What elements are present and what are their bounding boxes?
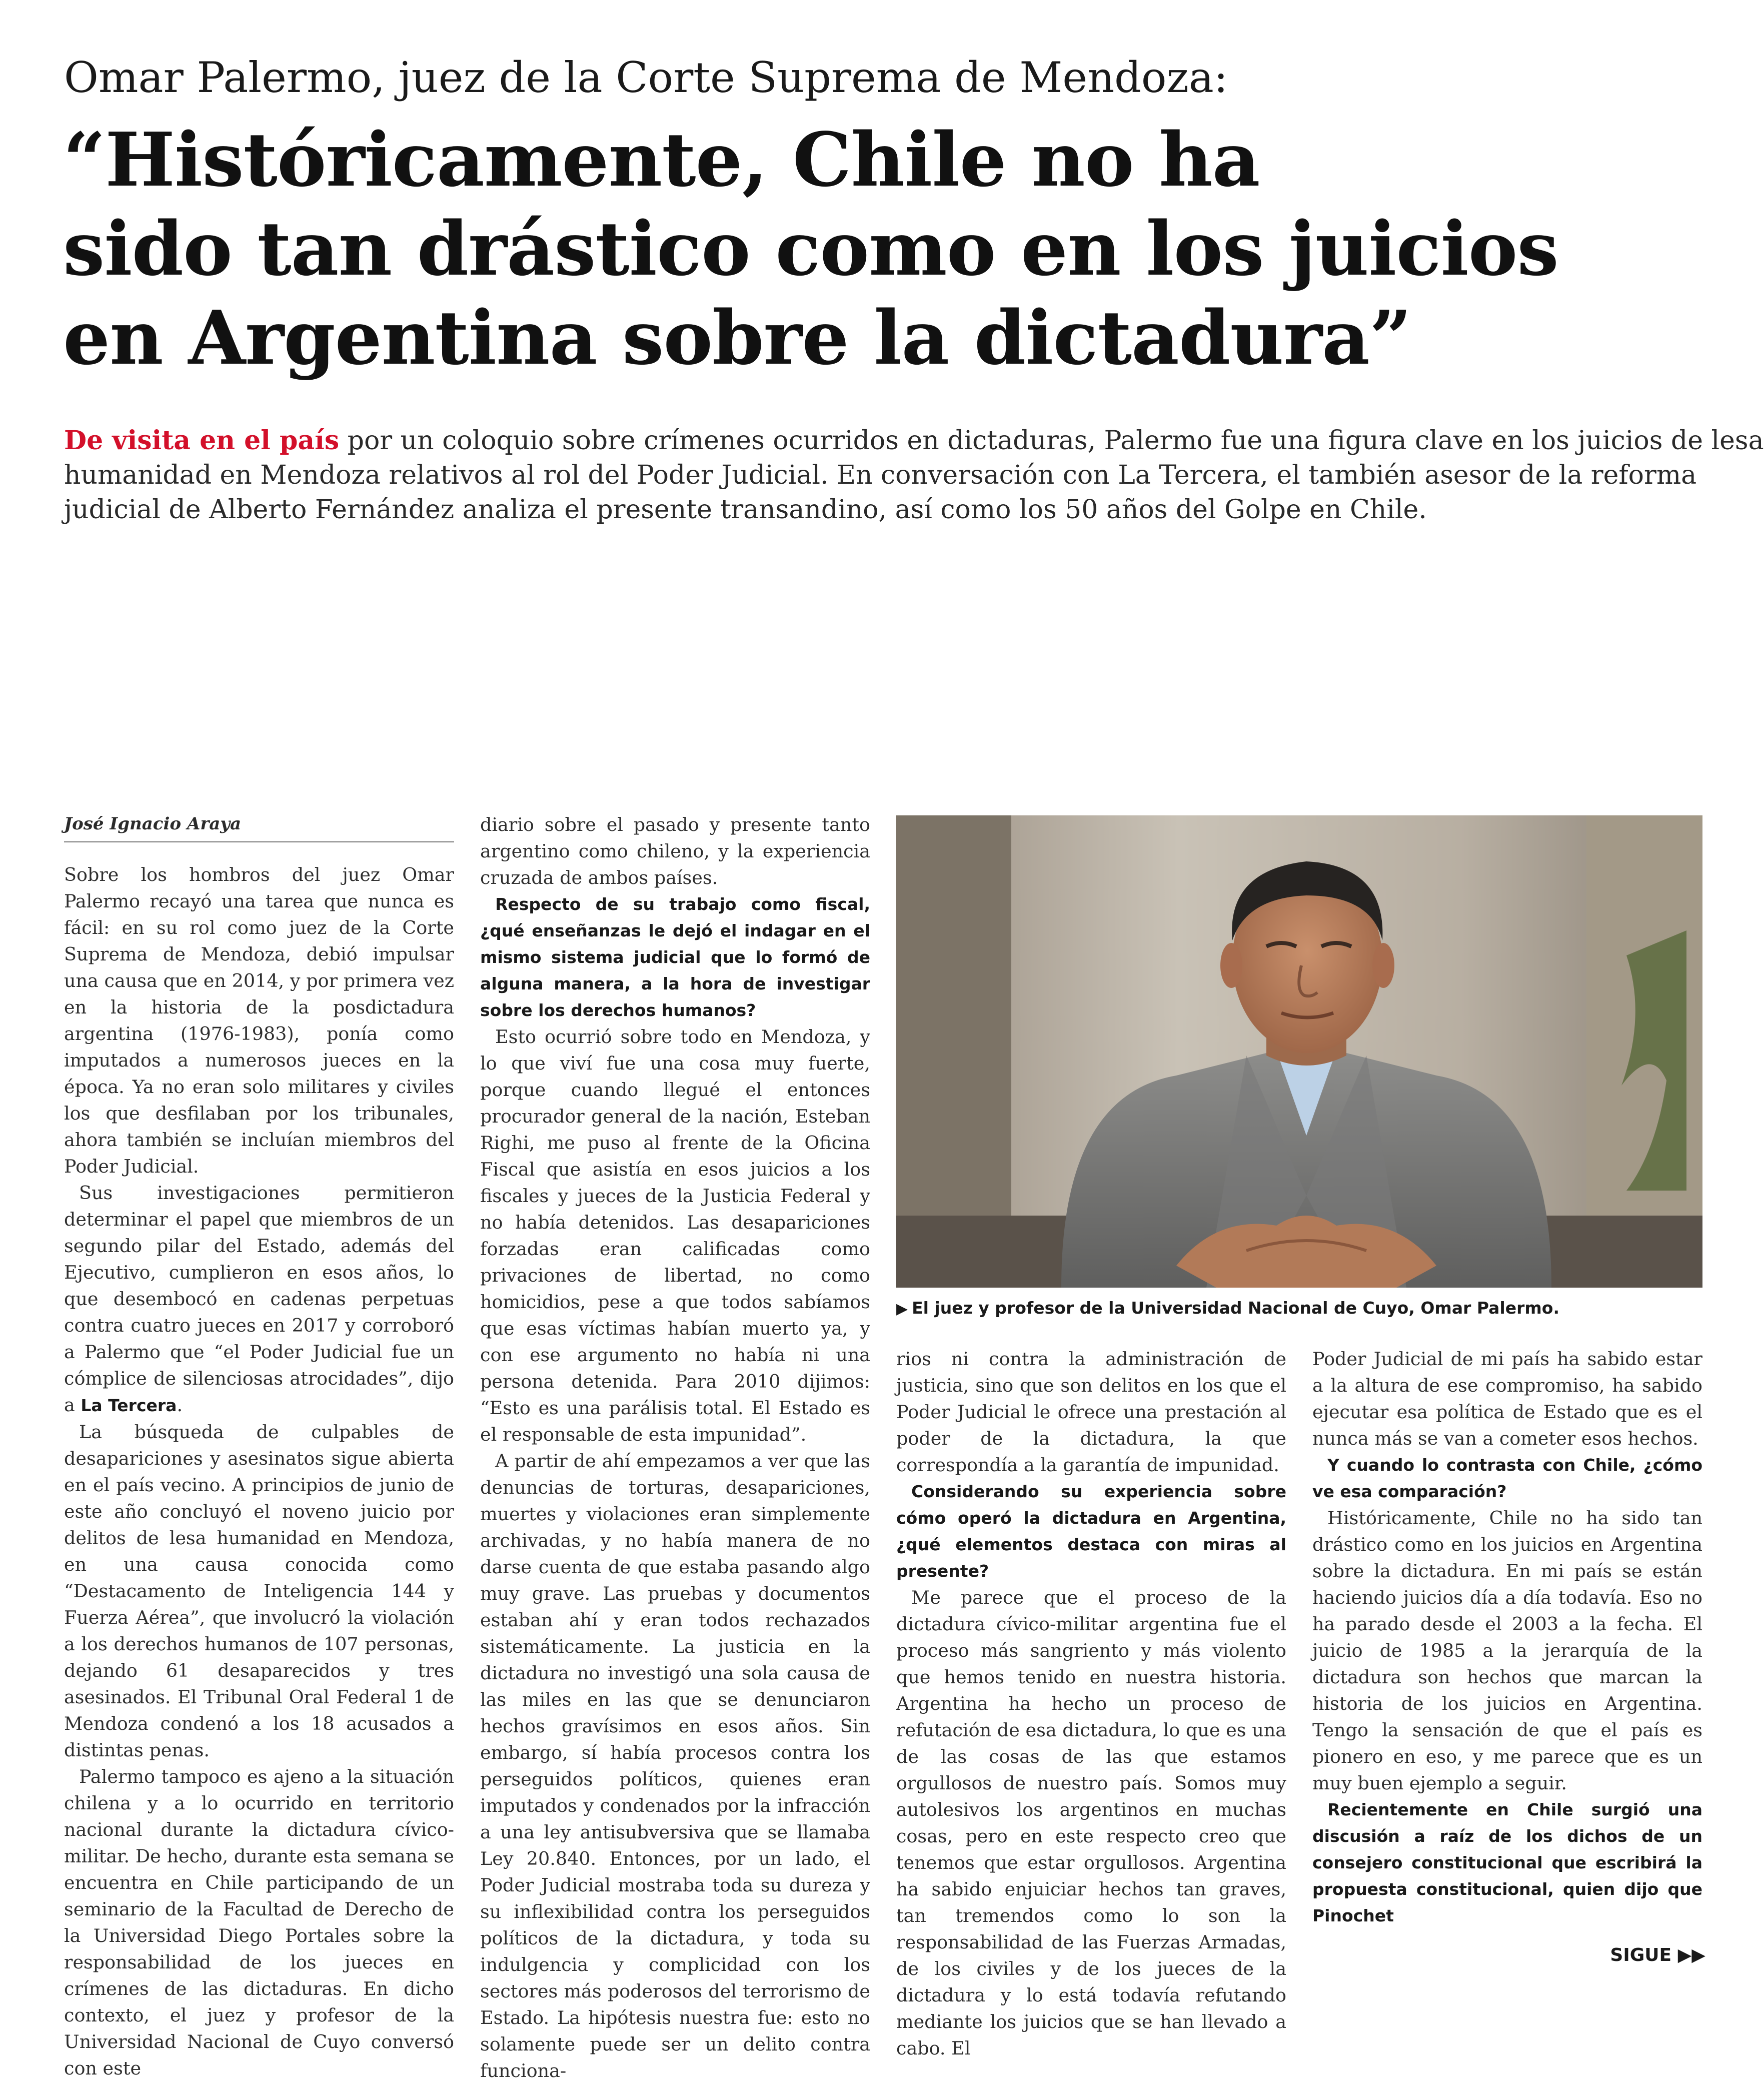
lede-text: por un coloquio sobre crímenes ocurridos en dictaduras, Palermo fue una figura clave en los juicios de lesa <box>339 426 1764 456</box>
lede-line: humanidad en Mendoza relativos al rol del Poder Judicial. En conversación con La Tercera, el también asesor de la reforma <box>64 460 1697 490</box>
interview-question: Y cuando lo contrasta con Chile, ¿cómo ve esa comparación? <box>1312 1455 1702 1501</box>
paragraph: diario sobre el pasado y presente tanto argentino como chileno, y la experiencia cruzada de ambos países. <box>480 814 870 888</box>
paragraph: Históricamente, Chile no ha sido tan drástico como en los juicios en Argentina sobre la dictadura. En mi país se están haciendo juicios día a día todavía. Eso no ha parado desde el 2003 a la fecha. El juicio de 1985 a la jerarquía de la dictadura son hechos que marcan la historia de los juicios en Argentina. Tengo la sensación de que el país es pionero en eso, y me parece que es un muy buen ejemplo a seguir. <box>1312 1507 1702 1794</box>
paragraph: Sus investigaciones permitieron determinar el papel que miembros de un segundo pilar del Estado, además del Ejecutivo, cumplieron en esos años, lo que desembocó en cadenas perpetuas contra cuatro jueces en 2017 y corroboró a Palermo que “el Poder Judicial fue un cómplice de silenciosas atrocidades”, dijo a La Tercera. <box>64 1182 454 1416</box>
lede-line: judicial de Alberto Fernández analiza el presente transandino, así como los 50 años del Golpe en Chile. <box>64 495 1427 525</box>
paragraph-text: Sus investigaciones permitieron determinar el papel que miembros de un segundo pilar del Estado, además del Ejecutivo, cumplieron en esos años, lo que desembocó en cadenas perpetuas contra cuatro jueces en 2017 y corroboró a Palermo que “el Poder Judicial fue un cómplice de silenciosas atrocidades”, dijo a <box>64 1182 454 1416</box>
paragraph: La búsqueda de culpables de desapariciones y asesinatos sigue abierta en el país vecino. A principios de junio de este año concluyó el noveno juicio por delitos de lesa humanidad en Mendoza, en una causa conocida como “Destacamento de Inteligencia 144 y Fuerza Aérea”, que involucró la violación a los derechos humanos de 107 personas, dejando 61 desaparecidos y tres asesinados. El Tribunal Oral Federal 1 de Mendoza condenó a los 18 acusados a distintas penas. <box>64 1421 454 1761</box>
continue-label: SIGUE ▶▶ <box>1610 1945 1705 1965</box>
photo-caption <box>896 1296 1702 1322</box>
paragraph: rios ni contra la administración de justicia, sino que son delitos en los que el Poder Judicial le ofrece una prestación al poder de la dictadura, la que correspondía a la garantía de impunidad. <box>896 1348 1286 1476</box>
byline: José Ignacio Araya <box>64 811 454 842</box>
column-3 <box>896 1346 1286 2061</box>
caption-text: El juez y profesor de la Universidad Nacional de Cuyo, Omar Palermo. <box>912 1298 1559 1318</box>
paragraph: Palermo tampoco es ajeno a la situación chilena y a lo ocurrido en territorio nacional durante la dictadura cívico-militar. De hecho, durante esta semana se encuentra en Chile participando de un seminario de la Facultad de Derecho de la Universidad Diego Portales sobre la responsabilidad de los jueces en crímenes de las dictaduras. En dicho contexto, el juez y profesor de la Universidad Nacional de Cuyo conversó con este <box>64 1766 454 2079</box>
interview-question: Respecto de su trabajo como fiscal, ¿qué enseñanzas le dejó el indagar en el mismo sistema judicial que lo formó de alguna manera, a la hora de investigar sobre los derechos humanos? <box>480 894 870 1020</box>
kicker: Omar Palermo, juez de la Corte Suprema de Mendoza: <box>64 53 1228 102</box>
column-1 <box>64 861 454 2081</box>
publication-name: La Tercera <box>81 1396 177 1415</box>
paragraph: A partir de ahí empezamos a ver que las denuncias de torturas, desapariciones, muertes y violaciones eran simplemente archivadas, y no había manera de no darse cuenta de que estaba pasando algo muy grave. Las pruebas y documentos estaban ahí y eran todos rechazados sistemáticamente. La justicia en la dictadura no investigó una sola causa de las miles en las que se denunciaron hechos gravísimos en esos años. Sin embargo, sí había procesos contra los perseguidos políticos, quienes eran imputados y condenados por la infracción a una ley antisubversiva que se llamaba Ley 20.840. Entonces, por un lado, el Poder Judicial mostraba toda su dureza y su inflexibilidad contra los perseguidos políticos de la dictadura, y toda su indulgencia y complicidad con los sectores más poderosos del terrorismo de Estado. La hipótesis nuestra fue: esto no solamente puede ser un delito contra funciona- <box>480 1450 870 2081</box>
lede-lead-in: De visita en el país <box>64 425 340 456</box>
portrait-photo <box>896 815 1702 1288</box>
portrait-illustration <box>896 815 1702 1288</box>
headline-line: sido tan drástico como en los juicios <box>63 205 1558 292</box>
byline-block <box>64 811 454 842</box>
column-2 <box>480 811 870 2084</box>
headline-line: “Históricamente, Chile no ha <box>63 116 1260 203</box>
headline-line: en Argentina sobre la dictadura” <box>63 294 1411 381</box>
caption-triangle-icon: ▶ <box>896 1300 908 1318</box>
paragraph: Me parece que el proceso de la dictadura cívico-militar argentina fue el proceso más sangriento y más violento que hemos tenido en nuestra historia. Argentina ha hecho un proceso de refutación de esa dictadura, lo que es una de las cosas de las que estamos orgullosos de nuestro país. Somos muy autolesivos los argentinos en muchas cosas, pero en este respecto creo que tenemos que estar orgullosos. Argentina ha sabido enjuiciar hechos tan graves, tan tremendos como lo son la responsabilidad de las Fuerzas Armadas, de los civiles y de los jueces de la dictadura y lo está todavía refutando mediante los juicios que se han llevado a cabo. El <box>896 1587 1286 2059</box>
paragraph: Esto ocurrió sobre todo en Mendoza, y lo que viví fue una cosa muy fuerte, porque cuando llegué el entonces procurador general de la nación, Esteban Righi, me puso al frente de la Oficina Fiscal que asistía en esos juicios a los fiscales y jueces de la Justicia Federal y no había detenidos. Las desapariciones forzadas eran calificadas como privaciones de libertad, no como homicidios, pese a que todos sabíamos que esas víctimas habían muerto ya, y con ese argumento no había ni una persona detenida. Para 2010 dijimos: “Esto es una parálisis total. El Estado es el responsable de esta impunidad”. <box>480 1026 870 1445</box>
interview-question: Considerando su experiencia sobre cómo operó la dictadura en Argentina, ¿qué elementos destaca con miras al presente? <box>896 1482 1286 1581</box>
interview-question: Recientemente en Chile surgió una discusión a raíz de los dichos de un consejero constitucional que escribirá la propuesta constitucional, quien dijo que Pinochet <box>1312 1800 1702 1925</box>
lede-line <box>64 423 1764 458</box>
lede <box>64 423 1764 527</box>
column-4 <box>1312 1346 1702 1929</box>
headline <box>63 115 1713 382</box>
paragraph: Poder Judicial de mi país ha sabido estar a la altura de ese compromiso, ha sabido ejecutar esa política de Estado que es el nunca más se van a cometer esos hechos. <box>1312 1348 1702 1449</box>
paragraph: Sobre los hombros del juez Omar Palermo recayó una tarea que nunca es fácil: en su rol como juez de la Corte Suprema de Mendoza, debió impulsar una causa que en 2014, y por primera vez en la historia de la posdictadura argentina (1976-1983), ponía como imputados a numerosos jueces en la época. Ya no eran solo militares y civiles los que desfilaban por los tribunales, ahora también se incluían miembros del Poder Judicial. <box>64 864 454 1177</box>
